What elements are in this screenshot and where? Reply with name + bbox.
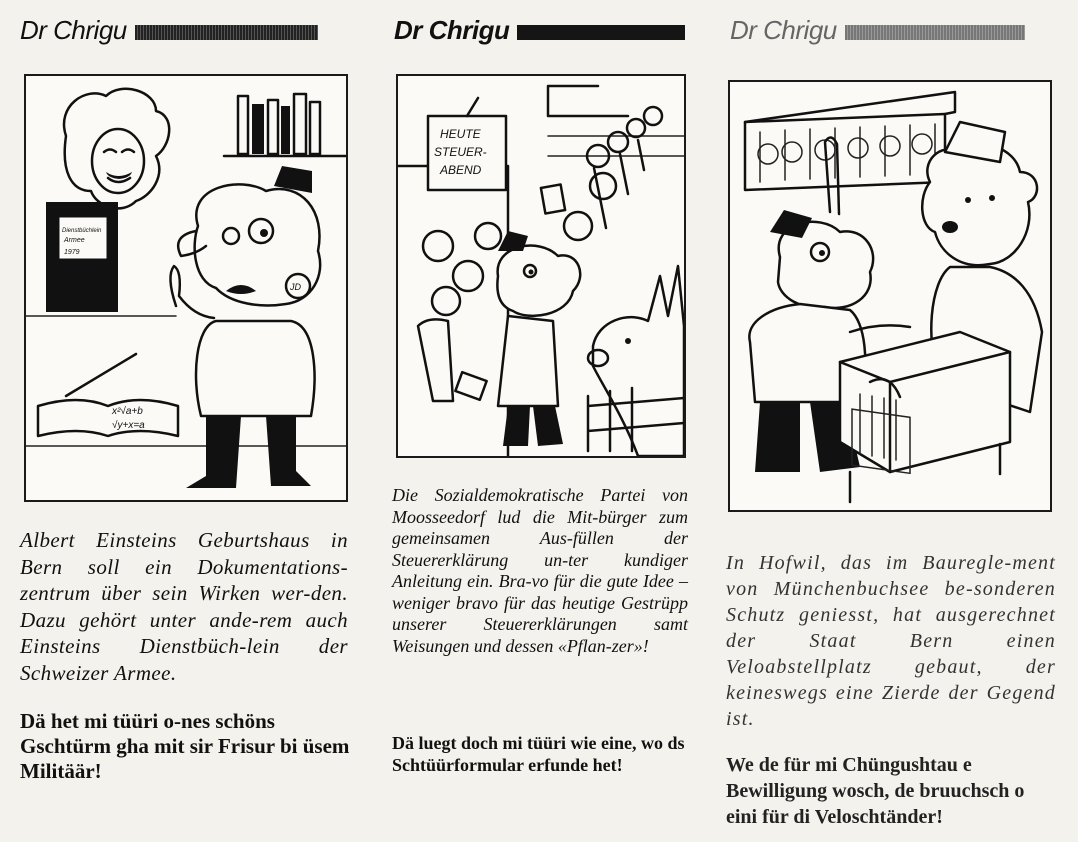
title-rule [517,25,685,40]
cartoon-tax-evening-drawing [398,76,684,456]
dialect-quote: Dä luegt doch mi tüüri wie eine, wo ds Schtüürformular erfunde het! [392,733,685,775]
cartoon-einstein-drawing [26,76,346,500]
sign-line-1: HEUTE [440,127,481,141]
dialect-quote: Dä het mi tüüri o-nes schöns Gschtürm gha mit sir Frisur bi üsem Militäär! [20,709,350,783]
strip-title: Dr Chrigu [730,14,837,45]
title-rule [845,25,1025,40]
caption: Albert Einsteins Geburtshaus in Bern soll ein Dokumentations-zentrum über sein Wirken wer-den. Dazu gehört unter ande-rem auch Einsteins Dienstbüch-lein der Schweizer Armee. [20,528,348,685]
sign-line-3: ABEND [440,163,482,177]
booklet-sublabel: Armee [64,237,85,244]
cartoon-panel [396,74,686,458]
cartoon-panel [728,80,1052,512]
cap-badge-initials: JD [290,282,301,292]
strip-title: Dr Chrigu [394,14,510,45]
caption: Die Sozialdemokratische Partei von Moosseedorf lud die Mit-bürger zum gemeinsamen Aus-füllen der Steuererklärung un-ter kundiger Anleitung ein. Bra-vo für die gute Idee – weniger bravo für das heutige Gestrüpp unserer Steuererklärungen samt Weisungen und dessen «Pflan-zer»! [392,485,688,656]
strip-header [20,10,318,50]
booklet-year: 1979 [64,249,80,256]
title-rule [135,25,318,40]
book-formula-2: √y+x=a [112,420,145,431]
strip-einstein [0,0,360,842]
caption: In Hofwil, das im Bauregle-ment von Münchenbuchsee be-sonderen Schutz geniesst, hat ausgerechnet der Staat Bern einen Veloabstellplatz gebaut, der keineswegs eine Zierde der Gegend ist. [726,552,1056,730]
strip-steuerabend [372,0,702,842]
cartoon-bike-shelter-drawing [730,82,1050,510]
book-formula-1: x²√a+b [112,406,143,417]
booklet-label: Dienstbüchlein [62,228,102,234]
strip-title: Dr Chrigu [20,14,127,45]
dialect-quote: We de für mi Chüngushtau e Bewilligung wosch, de bruuchsch o eini für di Veloschtänder! [726,754,1025,828]
strip-header [394,10,685,50]
strip-hofwil [712,0,1078,842]
strip-header [730,10,1025,50]
sign-line-2: STEUER- [434,145,487,159]
cartoon-panel [24,74,348,502]
